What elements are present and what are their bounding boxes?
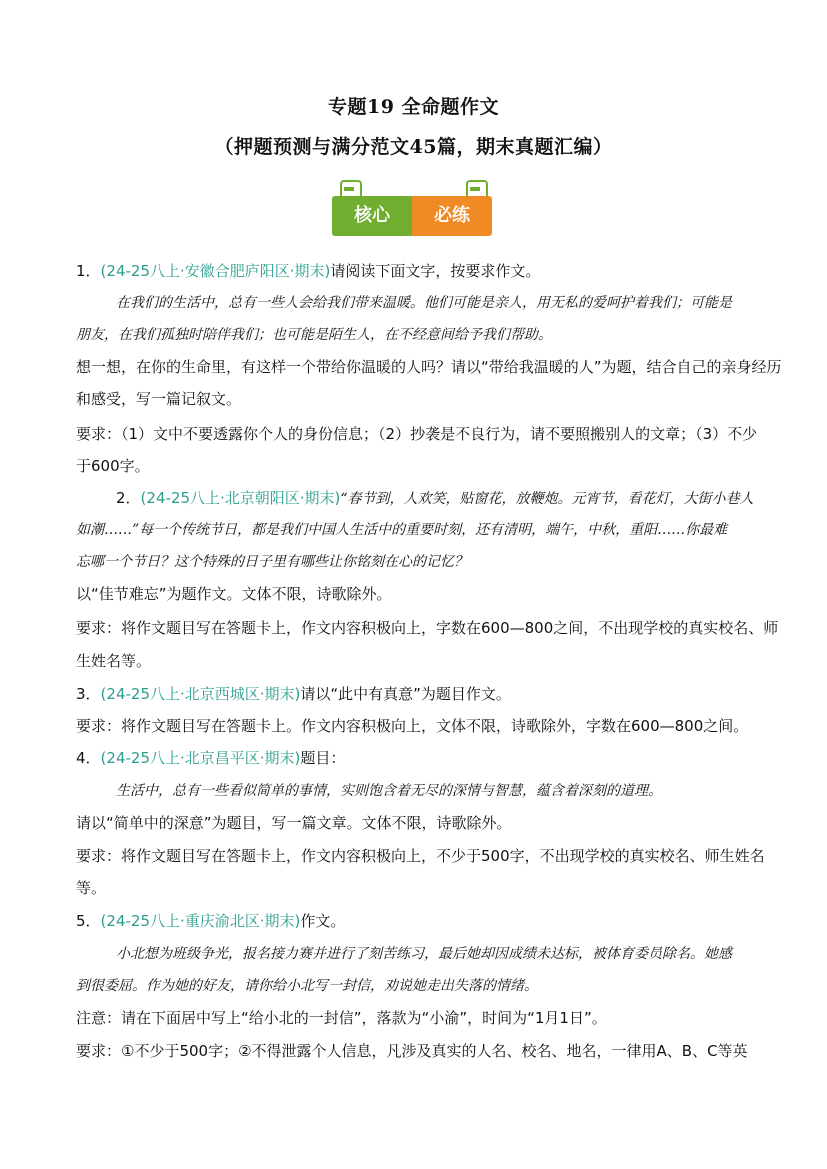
question-1-quote-line: 朋友，在我们孤独时陪伴我们；也可能是陌生人，在不经意间给予我们帮助。 (76, 327, 552, 343)
question-5-quote-line: 到很委屈。作为她的好友，请你给小北写一封信，劝说她走出失落的情绪。 (76, 978, 538, 994)
question-2-prompt-line: 以“佳节难忘”为题作文。文体不限，诗歌除外。 (76, 585, 392, 603)
question-3-requirement-line: 要求：将作文题目写在答题卡上。作文内容积极向上，文体不限，诗歌除外，字数在600—800之间。 (76, 717, 749, 735)
question-source: (24-25八上·安徽合肥庐阳区·期末) (100, 262, 331, 280)
question-2-header: 2．(24-25八上·北京朝阳区·期末)“春节到，人欢笑，贴窗花，放鞭炮。元宵节，看花灯，大街小巷人 (116, 489, 754, 507)
question-1-requirement-line: 于600字。 (76, 457, 150, 475)
question-2-requirement-line: 生姓名等。 (76, 652, 152, 670)
question-source: (24-25八上·北京朝阳区·期末) (140, 489, 341, 507)
question-source: (24-25八上·重庆渝北区·期末) (100, 912, 301, 930)
page-title: 专题19 全命题作文 (327, 96, 500, 118)
question-5-header: 5．(24-25八上·重庆渝北区·期末)作文。 (76, 912, 346, 930)
question-4-requirement-line: 要求：将作文题目写在答题卡上，作文内容积极向上，不少于500字，不出现学校的真实校名、师生姓名 (76, 847, 765, 865)
question-1-prompt-line: 和感受，写一篇记叙文。 (76, 390, 242, 408)
badge-label-left: 核心 (332, 196, 412, 236)
question-1-quote-line: 在我们的生活中，总有一些人会给我们带来温暖。他们可能是亲人，用无私的爱呵护着我们；可能是 (116, 295, 732, 311)
question-source: (24-25八上·北京西城区·期末) (100, 685, 301, 703)
question-1-header: 1．(24-25八上·安徽合肥庐阳区·期末)请阅读下面文字，按要求作文。 (76, 262, 541, 280)
question-5-requirement-line: 要求：①不少于500字；②不得泄露个人信息，凡涉及真实的人名、校名、地名，一律用A、B、C等英 (76, 1042, 748, 1060)
question-4-quote-line: 生活中，总有一些看似简单的事情，实则饱含着无尽的深情与智慧，蕴含着深刻的道理。 (116, 783, 662, 799)
question-2-requirement-line: 要求：将作文题目写在答题卡上，作文内容积极向上，字数在600—800之间，不出现学校的真实校名、师 (76, 619, 779, 637)
question-4-requirement-line: 等。 (76, 879, 107, 897)
question-2-quote-line: 如潮……”每一个传统节日，都是我们中国人生活中的重要时刻，还有清明，端午，中秋，重阳……你最难 (76, 522, 728, 538)
question-1-requirement-line: 要求：（1）文中不要透露你个人的身份信息；（2）抄袭是不良行为，请不要照搬别人的文章；（3）不少 (76, 425, 758, 443)
badge-label-right: 必练 (412, 196, 492, 236)
question-1-prompt-line: 想一想，在你的生命里，有这样一个带给你温暖的人吗？请以“带给我温暖的人”为题，结合自己的亲身经历 (76, 358, 782, 376)
question-5-quote-line: 小北想为班级争光，报名接力赛并进行了刻苦练习，最后她却因成绩未达标，被体育委员除名。她感 (116, 946, 732, 962)
question-4-prompt-line: 请以“简单中的深意”为题目，写一篇文章。文体不限，诗歌除外。 (76, 814, 512, 832)
question-2-quote-line: 忘哪一个节日？这个特殊的日子里有哪些让你铭刻在心的记忆？ (76, 554, 468, 570)
question-5-note-line: 注意：请在下面居中写上“给小北的一封信”，落款为“小渝”，时间为“1月1日”。 (76, 1009, 607, 1027)
page-subtitle: （押题预测与满分范文45篇，期末真题汇编） (214, 136, 613, 158)
question-3-header: 3．(24-25八上·北京西城区·期末)请以“此中有真意”为题目作文。 (76, 685, 511, 703)
question-4-header: 4．(24-25八上·北京昌平区·期末)题目： (76, 749, 346, 767)
core-practice-badge (332, 178, 492, 238)
question-source: (24-25八上·北京昌平区·期末) (100, 749, 301, 767)
